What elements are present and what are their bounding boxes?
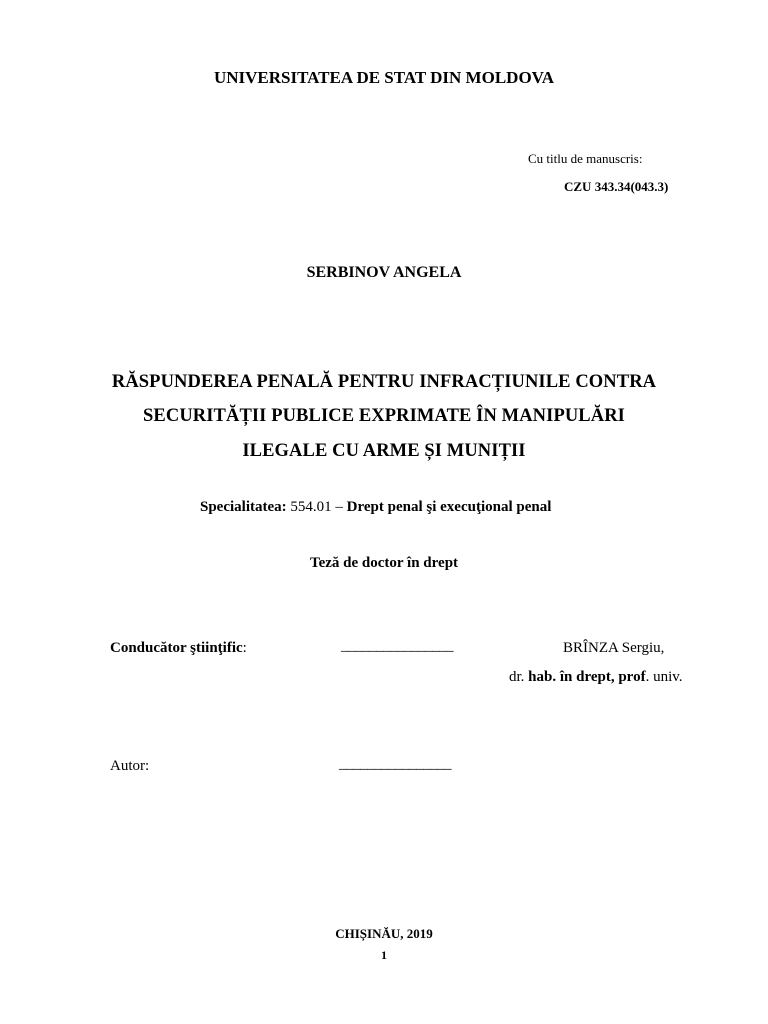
author-name: SERBINOV ANGELA <box>306 264 462 281</box>
university-name: UNIVERSITATEA DE STAT DIN MOLDOVA <box>213 68 555 87</box>
supervisor-label <box>110 640 247 657</box>
thesis-type: Teză de doctor în drept <box>309 555 459 571</box>
supervisor-title <box>509 669 683 686</box>
specialty-name: Drept penal şi execuţional penal <box>346 499 552 515</box>
supervisor-title-rest: . univ. <box>645 669 683 685</box>
supervisor-title-dr: dr. <box>509 669 529 685</box>
author-signature-line: ________________ <box>339 756 451 772</box>
page-number: 1 <box>381 948 387 962</box>
thesis-title-line-1: RĂSPUNDEREA PENALĂ PENTRU INFRACȚIUNILE CONTRA <box>111 372 657 392</box>
specialty-code: 554.01 – <box>286 499 347 515</box>
thesis-title-line-3: ILEGALE CU ARME ȘI MUNIȚII <box>242 441 526 461</box>
czu-code: CZU 343.34(043.3) <box>564 179 669 194</box>
manuscript-note: Cu titlu de manuscris: <box>528 151 643 166</box>
supervisor-signature-line: ________________ <box>341 638 453 654</box>
supervisor-given-name: Sergiu, <box>618 640 665 656</box>
supervisor-name <box>563 640 664 657</box>
specialty-line <box>200 499 551 516</box>
author-label: Autor: <box>110 758 150 774</box>
supervisor-title-hab: hab. în drept, prof <box>528 669 646 685</box>
supervisor-label-colon: : <box>242 640 247 656</box>
thesis-title-line-2: SECURITĂȚII PUBLICE EXPRIMATE ÎN MANIPULĂRI <box>143 406 625 426</box>
supervisor-label-text: Conducător ştiinţific <box>110 640 243 656</box>
city-year: CHIȘINĂU, 2019 <box>335 926 433 941</box>
supervisor-surname: BRÎNZA <box>563 640 619 656</box>
specialty-label: Specialitatea: <box>200 499 287 515</box>
